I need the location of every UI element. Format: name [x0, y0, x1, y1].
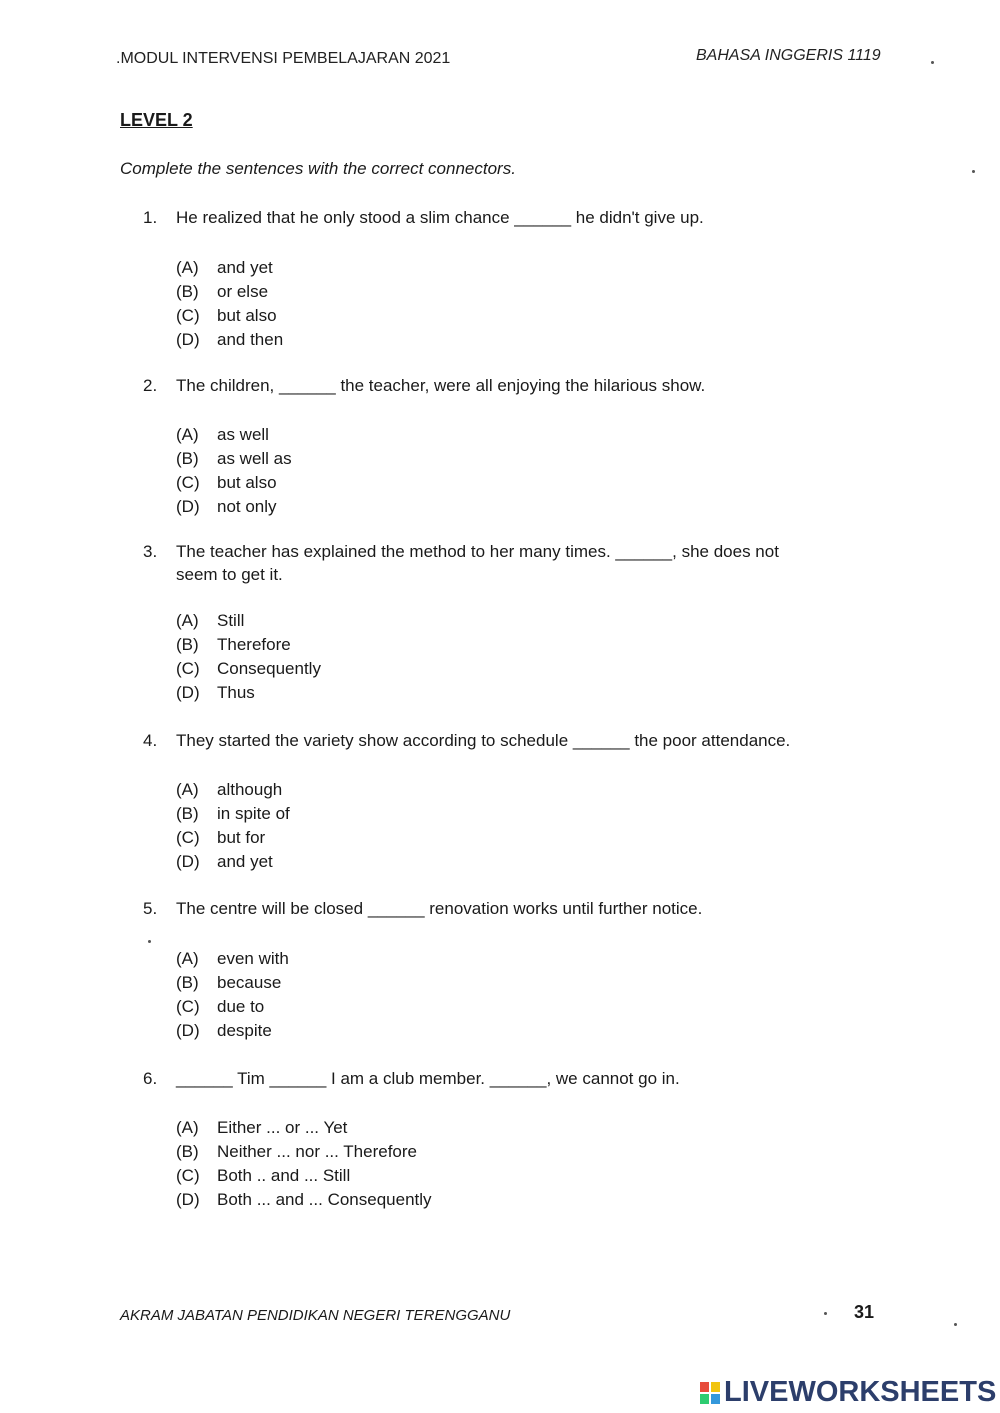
question-text: The centre will be closed ______ renovation works until further notice.	[176, 899, 703, 918]
option-label: (C)	[176, 997, 200, 1016]
option-label: (D)	[176, 683, 200, 702]
option-label: (B)	[176, 282, 199, 301]
answer-option[interactable]	[176, 282, 268, 302]
option-text: not only	[217, 497, 277, 516]
option-label: (A)	[176, 949, 199, 968]
option-label: (A)	[176, 425, 199, 444]
answer-option[interactable]	[176, 1190, 432, 1210]
answer-option[interactable]	[176, 497, 277, 517]
instruction: Complete the sentences with the correct connectors.	[120, 159, 516, 178]
option-label: (B)	[176, 973, 199, 992]
option-label: (B)	[176, 804, 199, 823]
answer-option[interactable]	[176, 780, 282, 800]
question-text: seem to get it.	[176, 565, 283, 584]
option-label: (D)	[176, 1190, 200, 1209]
option-text: and yet	[217, 258, 273, 277]
option-text: because	[217, 973, 282, 992]
header-module-title: .MODUL INTERVENSI PEMBELAJARAN 2021	[116, 50, 451, 67]
brand-tiles-icon	[700, 1382, 720, 1404]
option-text: but for	[217, 828, 266, 847]
answer-option[interactable]	[176, 635, 291, 655]
option-label: (D)	[176, 497, 200, 516]
option-label: (D)	[176, 330, 200, 349]
brand-name: LIVEWORKSHEETS	[724, 1376, 997, 1408]
answer-option[interactable]	[176, 1118, 347, 1138]
question-text: ______ Tim ______ I am a club member. ______, we cannot go in.	[176, 1069, 680, 1088]
option-text: Either ... or ... Yet	[217, 1118, 348, 1137]
answer-option[interactable]	[176, 330, 283, 350]
question-number: 4.	[143, 731, 158, 750]
answer-option[interactable]	[176, 1166, 350, 1186]
question-number: 5.	[143, 899, 158, 918]
brand-tile	[700, 1382, 709, 1392]
answer-option[interactable]	[176, 449, 292, 469]
brand-tile	[711, 1382, 720, 1392]
level-heading: LEVEL 2	[120, 110, 193, 130]
option-text: Both ... and ... Consequently	[217, 1190, 432, 1209]
answer-option[interactable]	[176, 1021, 272, 1041]
footer-publisher: AKRAM JABATAN PENDIDIKAN NEGERI TERENGGANU	[120, 1307, 511, 1324]
option-label: (C)	[176, 306, 200, 325]
option-label: (D)	[176, 852, 200, 871]
option-text: or else	[217, 282, 269, 301]
option-label: (A)	[176, 780, 199, 799]
question-text: He realized that he only stood a slim chance ______ he didn't give up.	[176, 208, 704, 227]
option-text: and then	[217, 330, 284, 349]
option-text: and yet	[217, 852, 273, 871]
liveworksheets-logo	[700, 1376, 996, 1409]
answer-option[interactable]	[176, 804, 290, 824]
option-text: despite	[217, 1021, 272, 1040]
option-text: Consequently	[217, 659, 321, 678]
option-label: (A)	[176, 1118, 199, 1137]
option-label: (A)	[176, 611, 199, 630]
option-text: but also	[217, 306, 277, 325]
option-text: as well as	[217, 449, 292, 468]
question-text: The teacher has explained the method to her many times. ______, she does not	[176, 542, 779, 561]
answer-option[interactable]	[176, 659, 321, 679]
question-text: The children, ______ the teacher, were all enjoying the hilarious show.	[176, 376, 706, 395]
option-text: as well	[217, 425, 269, 444]
option-label: (C)	[176, 1166, 200, 1185]
option-text: Still	[217, 611, 245, 630]
answer-option[interactable]	[176, 1142, 417, 1162]
question-number: 3.	[143, 542, 158, 561]
option-label: (B)	[176, 635, 199, 654]
answer-option[interactable]	[176, 949, 289, 969]
answer-option[interactable]	[176, 973, 281, 993]
header-subject: BAHASA INGGERIS 1119	[696, 47, 881, 64]
question-text: They started the variety show according to schedule ______ the poor attendance.	[176, 731, 791, 750]
answer-option[interactable]	[176, 828, 265, 848]
option-text: Both .. and ... Still	[217, 1166, 351, 1185]
option-label: (B)	[176, 1142, 199, 1161]
option-text: due to	[217, 997, 265, 1016]
option-label: (C)	[176, 828, 200, 847]
scan-speck	[931, 61, 934, 64]
answer-option[interactable]	[176, 997, 264, 1017]
answer-option[interactable]	[176, 611, 244, 631]
question-number: 6.	[143, 1069, 158, 1088]
brand-tile	[700, 1394, 709, 1404]
option-text: but also	[217, 473, 277, 492]
scan-speck	[824, 1312, 827, 1315]
scan-speck	[148, 940, 151, 943]
option-text: Thus	[217, 683, 255, 702]
page-number: 31	[854, 1302, 875, 1322]
answer-option[interactable]	[176, 306, 277, 326]
answer-option[interactable]	[176, 473, 277, 493]
brand-tile	[711, 1394, 720, 1404]
option-text: Neither ... nor ... Therefore	[217, 1142, 417, 1161]
option-label: (B)	[176, 449, 199, 468]
answer-option[interactable]	[176, 852, 273, 872]
option-label: (A)	[176, 258, 199, 277]
option-text: Therefore	[217, 635, 291, 654]
scan-speck	[954, 1323, 957, 1326]
answer-option[interactable]	[176, 683, 255, 703]
question-number: 1.	[143, 208, 158, 227]
option-text: in spite of	[217, 804, 290, 823]
option-text: although	[217, 780, 283, 799]
answer-option[interactable]	[176, 258, 273, 278]
option-label: (C)	[176, 473, 200, 492]
answer-option[interactable]	[176, 425, 269, 445]
option-label: (D)	[176, 1021, 200, 1040]
option-label: (C)	[176, 659, 200, 678]
scan-speck	[972, 170, 975, 173]
question-number: 2.	[143, 376, 158, 395]
option-text: even with	[217, 949, 289, 968]
